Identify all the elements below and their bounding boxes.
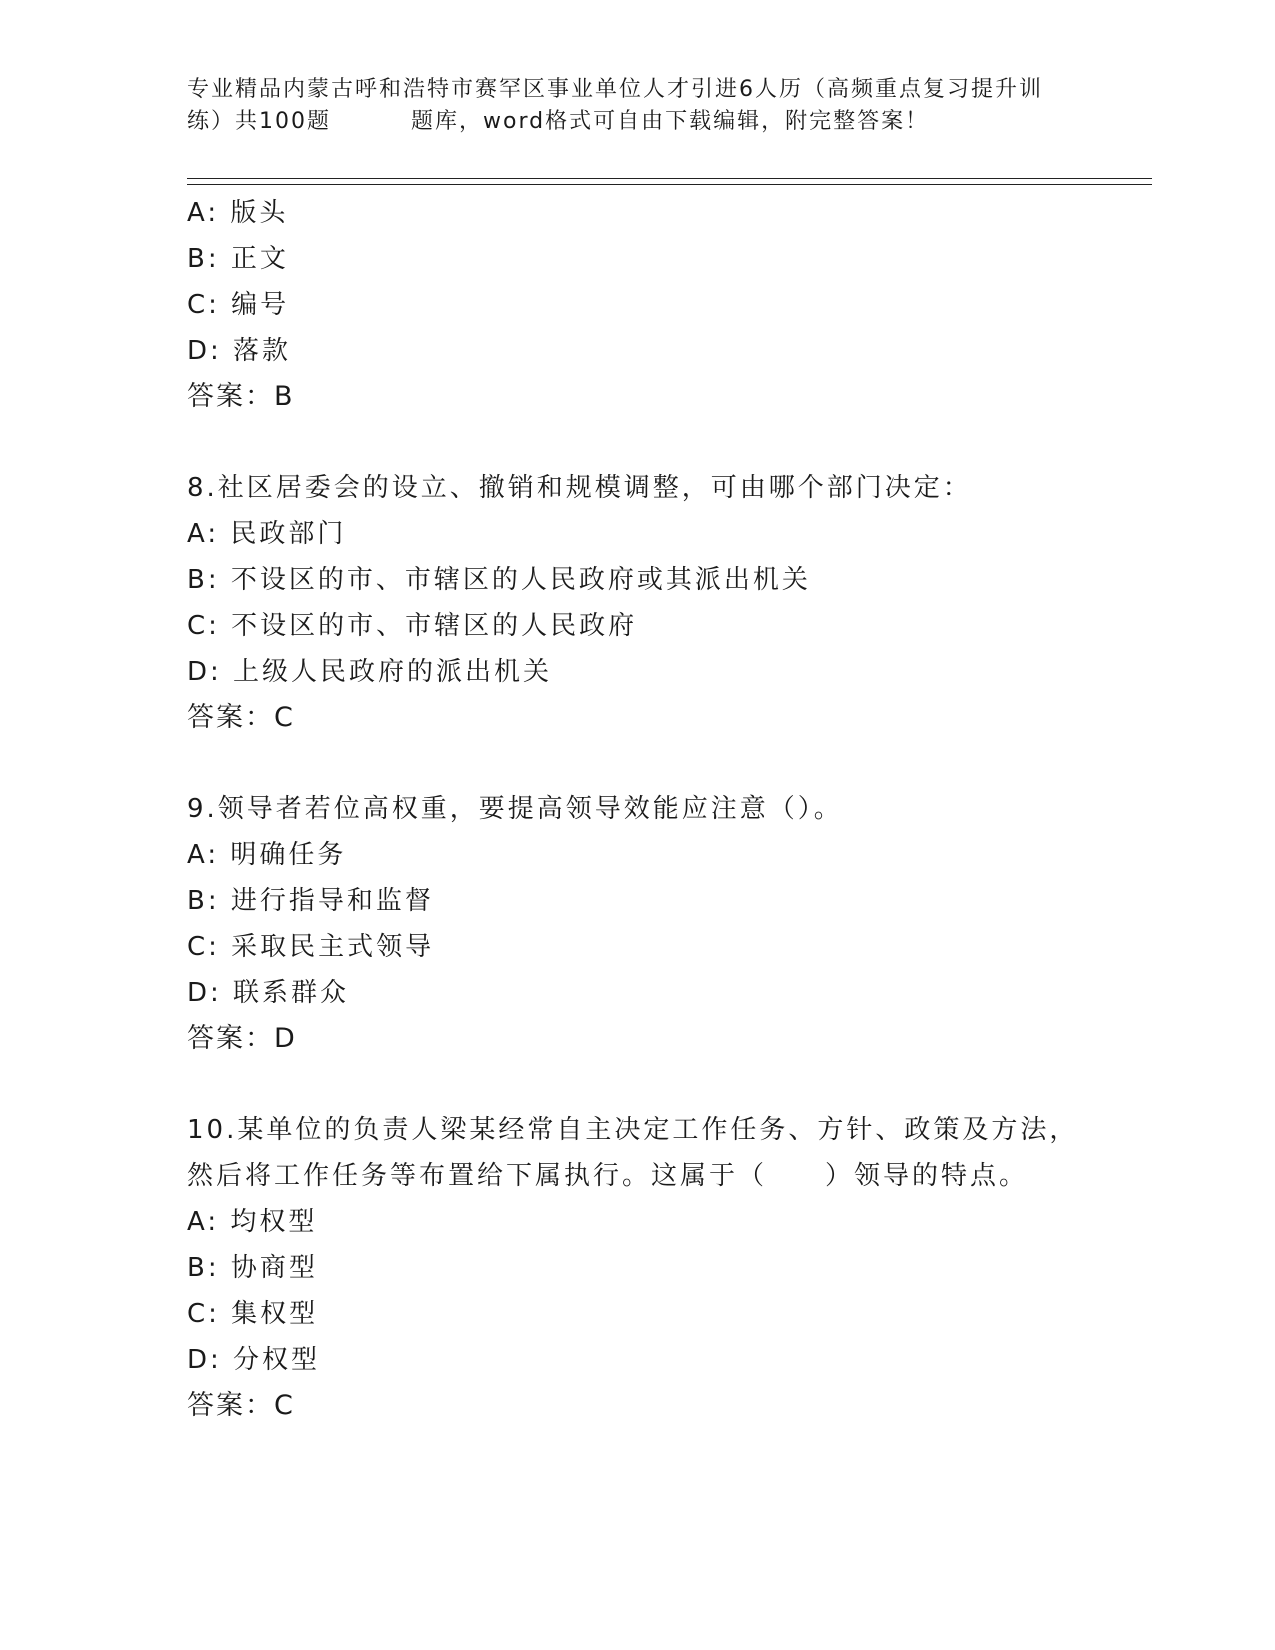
option-d: D: 落款 [187, 336, 292, 366]
option-d: D: 分权型 [187, 1345, 321, 1375]
option-b: B: 进行指导和监督 [187, 886, 434, 916]
header-title-line-1: 专业精品内蒙古呼和浩特市赛罕区事业单位人才引进6人历（高频重点复习提升训 [187, 77, 1043, 102]
option-b: B: 正文 [187, 244, 289, 274]
header-title-part-b: 题库，word格式可自由下载编辑，附完整答案！ [411, 109, 930, 134]
option-a: A: 明确任务 [187, 840, 347, 870]
question-text: 9.领导者若位高权重，要提高领导效能应注意（）。 [187, 794, 843, 824]
option-a: A: 民政部门 [187, 519, 347, 549]
question-spacer [187, 741, 1147, 786]
question-8 [187, 465, 1147, 741]
document-header [187, 74, 1087, 138]
answer: 答案：B [187, 381, 295, 412]
question-list [187, 190, 1147, 1429]
question-text: 8.社区居委会的设立、撤销和规模调整，可由哪个部门决定： [187, 473, 972, 503]
header-title-part-a: 练）共100题 [187, 109, 331, 134]
answer: 答案：D [187, 1023, 297, 1054]
header-divider-bottom [187, 184, 1152, 185]
header-divider-top [187, 178, 1152, 179]
option-a: A: 均权型 [187, 1207, 318, 1237]
question-10 [187, 1107, 1147, 1429]
question-text-line-2: 然后将工作任务等布置给下属执行。这属于（ ）领导的特点。 [187, 1161, 1029, 1191]
option-b: B: 协商型 [187, 1253, 318, 1283]
option-d: D: 上级人民政府的派出机关 [187, 657, 553, 687]
answer: 答案：C [187, 702, 295, 733]
question-spacer [187, 1062, 1147, 1107]
option-c: C: 不设区的市、市辖区的人民政府 [187, 611, 638, 641]
option-c: C: 采取民主式领导 [187, 932, 435, 962]
option-b: B: 不设区的市、市辖区的人民政府或其派出机关 [187, 565, 811, 595]
question-7-tail [187, 190, 1147, 420]
header-title-line-2 [187, 106, 1087, 138]
question-text-line-1: 10.某单位的负责人梁某经常自主决定工作任务、方针、政策及方法， [187, 1115, 1079, 1145]
option-d: D: 联系群众 [187, 978, 350, 1008]
option-c: C: 集权型 [187, 1299, 319, 1329]
question-spacer [187, 420, 1147, 465]
option-c: C: 编号 [187, 290, 290, 320]
answer: 答案：C [187, 1390, 295, 1421]
question-9 [187, 786, 1147, 1062]
option-a: A: 版头 [187, 198, 289, 228]
